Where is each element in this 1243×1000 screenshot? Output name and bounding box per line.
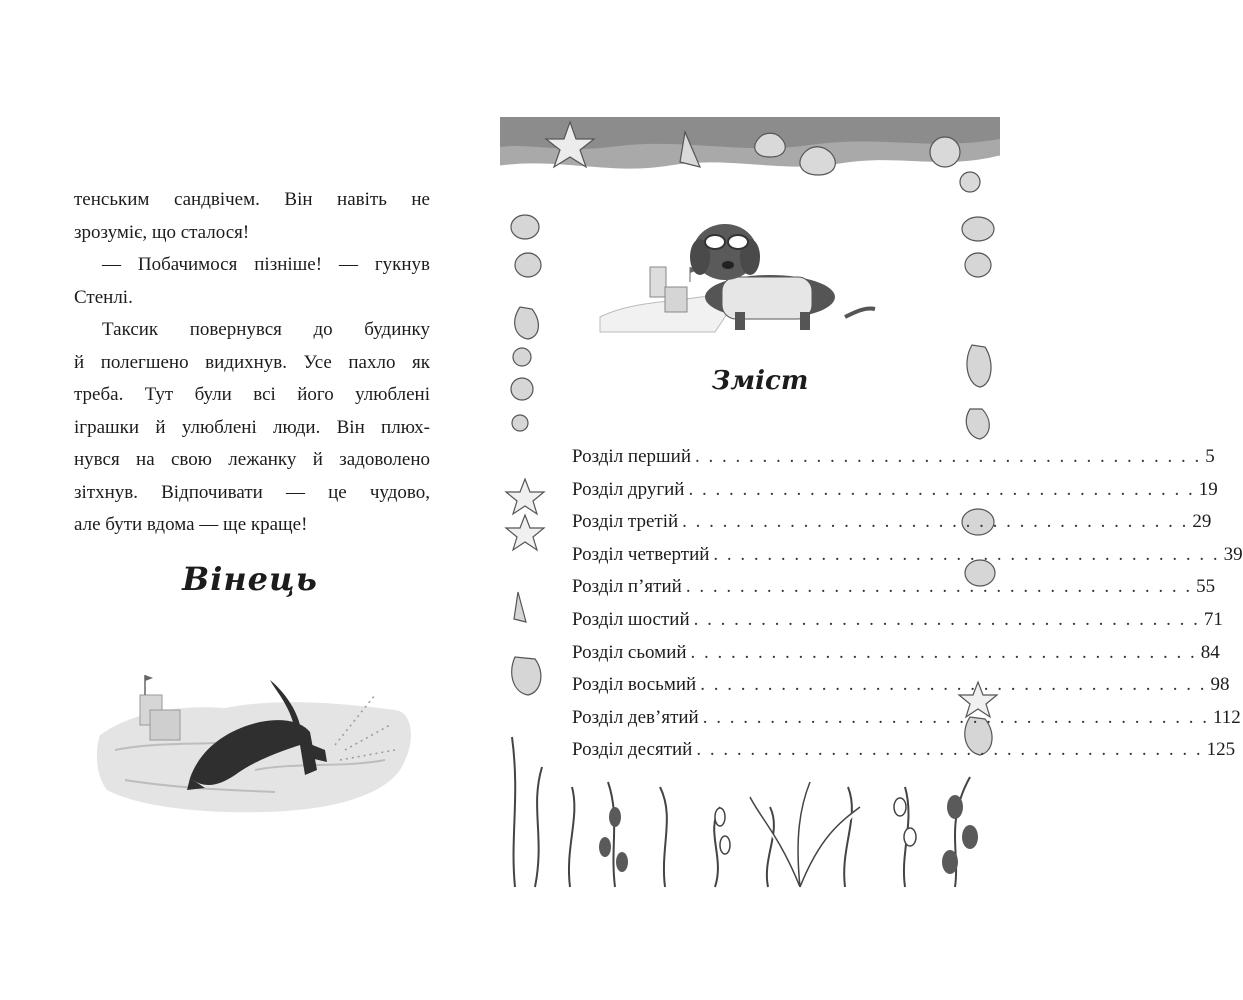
ending-title: Вінець bbox=[182, 560, 318, 598]
dachshund-digging-illustration bbox=[95, 650, 415, 820]
toc-entry bbox=[572, 478, 1218, 512]
toc-entry-title: Розділ перший bbox=[572, 446, 692, 467]
paragraph-1 bbox=[74, 184, 430, 249]
toc-leader-dots: . . . . . . . . . . . . . . . . . . . . . . . . . . . . . . . . . . . . . . bbox=[696, 739, 1203, 761]
toc-entry-title: Розділ сьомий bbox=[572, 641, 687, 663]
text-line: Стенлі. bbox=[74, 286, 133, 308]
text-line: треба. Тут були всі його улюблені bbox=[74, 384, 430, 405]
text-line: тенським сандвічем. Він навіть не bbox=[74, 189, 430, 210]
toc-title: Зміст bbox=[711, 366, 809, 396]
toc-entry-page: 5 bbox=[1205, 446, 1215, 467]
toc-leader-dots: . . . . . . . . . . . . . . . . . . . . . . . . . . . . . . . . . . . . . . bbox=[690, 641, 1197, 663]
toc-leader-dots: . . . . . . . . . . . . . . . . . . . . . . . . . . . . . . . . . . . . . . bbox=[682, 511, 1189, 533]
paragraph-3 bbox=[74, 314, 430, 542]
text-line: й полегшено видихнув. Усе пахло як bbox=[74, 351, 430, 373]
toc-leader-dots: . . . . . . . . . . . . . . . . . . . . . . . . . . . . . . . . . . . . . . bbox=[702, 706, 1209, 728]
toc-leader-dots: . . . . . . . . . . . . . . . . . . . . . . . . . . . . . . . . . . . . . . bbox=[685, 576, 1193, 598]
starfish-icon bbox=[506, 479, 544, 550]
toc-entry-title: Розділ третій bbox=[572, 511, 679, 533]
toc-entry-title: Розділ дев’ятий bbox=[572, 706, 699, 728]
toc-leader-dots: . . . . . . . . . . . . . . . . . . . . . . . . . . . . . . . . . . . . . . bbox=[695, 446, 1202, 467]
story-text bbox=[74, 184, 430, 542]
toc-leader-dots: . . . . . . . . . . . . . . . . . . . . . . . . . . . . . . . . . . . . . . bbox=[688, 478, 1195, 500]
toc-entry-title: Розділ четвертий bbox=[572, 543, 710, 565]
toc-entry-page: 125 bbox=[1206, 739, 1236, 761]
toc-entry-page: 29 bbox=[1192, 511, 1212, 533]
toc-entry-page: 19 bbox=[1198, 478, 1218, 500]
toc-entry bbox=[572, 641, 1220, 675]
toc-entry bbox=[572, 608, 1223, 642]
text-line: зрозуміє, що сталося! bbox=[74, 221, 250, 243]
toc-entry bbox=[572, 674, 1230, 707]
toc-entry bbox=[572, 576, 1216, 609]
toc-entry-title: Розділ десятий bbox=[572, 739, 693, 761]
left-page bbox=[0, 0, 480, 1000]
toc-entry-page: 55 bbox=[1196, 576, 1216, 598]
toc-entry bbox=[572, 543, 1243, 577]
toc-entry-page: 71 bbox=[1203, 608, 1223, 630]
toc-entry-title: Розділ восьмий bbox=[572, 674, 697, 696]
dachshund-sunglasses-illustration bbox=[600, 224, 875, 332]
toc-entry-page: 112 bbox=[1212, 706, 1241, 728]
toc-entry bbox=[572, 511, 1212, 544]
seashell-icon bbox=[511, 215, 541, 695]
text-line: нувся на свою лежанку й задоволено bbox=[74, 449, 430, 470]
toc-entry bbox=[572, 706, 1241, 740]
text-line: зітхнув. Відпочивати — це чудово, bbox=[74, 481, 430, 503]
table-of-contents bbox=[572, 446, 1243, 772]
toc-leader-dots: . . . . . . . . . . . . . . . . . . . . . . . . . . . . . . . . . . . . . . bbox=[700, 674, 1207, 696]
toc-entry bbox=[572, 446, 1215, 479]
toc-entry-page: 84 bbox=[1200, 641, 1220, 663]
toc-entry-page: 39 bbox=[1223, 543, 1243, 565]
text-line: Таксик повернувся до будинку bbox=[102, 319, 430, 340]
toc-entry-page: 98 bbox=[1210, 674, 1230, 696]
seaweed-icon bbox=[715, 782, 916, 887]
toc-leader-dots: . . . . . . . . . . . . . . . . . . . . . . . . . . . . . . . . . . . . . . bbox=[693, 608, 1200, 630]
toc-entry-title: Розділ другий bbox=[572, 478, 685, 500]
toc-entry bbox=[572, 739, 1236, 772]
text-line: — Побачимося пізніше! — гукнув bbox=[102, 254, 430, 275]
toc-entry-title: Розділ п’ятий bbox=[572, 576, 682, 598]
text-line: іграшки й улюблені люди. Він плюх- bbox=[74, 416, 430, 438]
text-line: але бути вдома — ще краще! bbox=[74, 514, 308, 535]
paragraph-2 bbox=[74, 249, 430, 314]
toc-leader-dots: . . . . . . . . . . . . . . . . . . . . . . . . . . . . . . . . . . . . . . bbox=[713, 543, 1220, 565]
toc-entry-title: Розділ шостий bbox=[572, 608, 690, 630]
